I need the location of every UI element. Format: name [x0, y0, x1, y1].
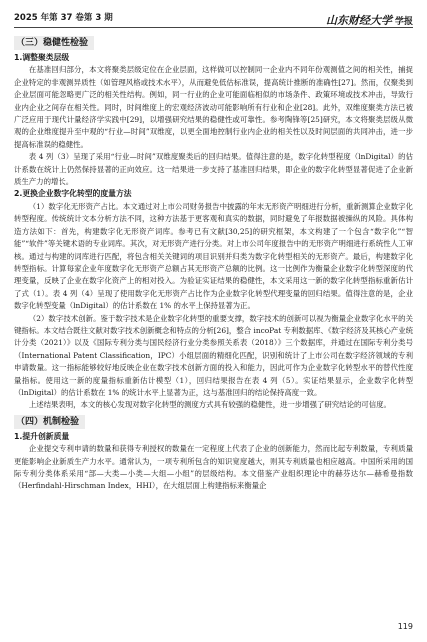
- paragraph: 表 4 列（3）呈现了采用“行业—时间”双维度聚类后的回归结果。值得注意的是，数字化转型程度（lnDigital）的估计系数在统计上仍然保持显著的正向效应。这一结果进一步支持了基准回归结果，即企业的数字化转型显著促进了企业新质生产力的增长。: [14, 152, 413, 187]
- section-heading-robustness: （三）稳健性检验: [14, 36, 413, 50]
- subheading-cluster-level: 1.调整聚类层级: [14, 53, 70, 62]
- section-heading-mechanism: （四）机制检验: [14, 415, 413, 429]
- paragraph: 企业提交专利申请的数量和获得专利授权的数量在一定程度上代表了企业的创新能力，然而比起专利数量，专利质量更能影响企业新质生产力水平。通常认为，一项专利所包含的知识宽度越大，则其专利质量也相应越高。中国所采用的国际专利分类体系采用“部—大类—小类—大组—小组”的层级结构。本文借鉴产业组织理论中的赫芬达尔—赫希曼指数（Herfindahl-Hirschman Index，HHI），在大组层面上构建指标来衡量企: [14, 444, 413, 491]
- journal-logo-text: 山东财经大学: [325, 14, 392, 27]
- paragraph: 在基准回归部分，本文将聚类层级定位在企业层面，这样做可以控制同一企业内不同年份观测值之间的相关性，捕捉企业特定的非观测异质性（如管理风格或技术水平），从而避免低估标准误，提高统计推断的准确性[27]。然而，仅聚类到企业层面可能忽略更广泛的相关性结构。例如，同一行业的企业可能面临相似的市场条件、政策环境或技术冲击，导致行业内企业之间存在相关性。同时，时间维度上的宏观经济波动可能影响所有行业和企业[28]。此外，双维度聚类方法已被广泛应用于现代计量经济学实践中[29]，以增强研究结果的稳健性或可靠性。参考陶锋等[25]研究，本文将聚类层级从微观的企业维度提升至中观的“行业—时间”双维度，以更全面地控制行业内企业的相关性以及时间层面的共同冲击，进一步提高标准误的稳健性。: [14, 65, 413, 149]
- journal-type: 学报: [394, 17, 413, 27]
- header-divider: [14, 27, 413, 28]
- article-body: [14, 36, 413, 493]
- journal-name: [326, 9, 413, 28]
- issue-info: 2025 年第 37 卷第 3 期: [14, 13, 113, 23]
- paragraph: （2）数字技术创新。鉴于数字技术是企业数字化转型的重要支撑，数字技术的创新可以视为衡量企业数字化水平的关键指标。本文结合既往文献对数字技术创新概念和特点的分析[26]，整合 incoPat 专利数据库、《数字经济及其核心产业统计分类（2021）》以及《国际专利分类与国民经济行业分类参照关系表（2018）》三个数据库，并通过在国际专利分类号（International Patent Classification，IPC）小组层面的精细化匹配，识别和统计了上市公司在数字经济领域的专利申请数量。这一指标能够较好地反映企业在数字技术创新方面的投入和能力，因此可作为企业数字化转型水平的替代性度量指标。使用这一新的度量指标重新估计模型（1），回归结果报告在表 4 列（5）。实证结果显示，企业数字化转型（lnDigital）的估计系数在 1% 的统计水平上显著为正，这与基准回归的结论保持高度一致。: [14, 313, 413, 397]
- running-header: [14, 10, 413, 26]
- page-number: 119: [397, 622, 413, 631]
- subheading-innovation-quality: 1.提升创新质量: [14, 431, 70, 441]
- paragraph: 上述结果表明，本文的核心发现对数字化转型的测度方式具有较强的稳健性，进一步增强了研究结论的可信度。: [28, 400, 391, 410]
- paragraph: （1）数字化无形资产占比。本文通过对上市公司财务报告中披露的年末无形资产明细进行分析，重新测算企业数字化转型程度。传统统计文本分析方法不同，这种方法基于更客观和真实的数据，同时避免了年报数据被操纵的风险。具体构造方法如下：首先，构建数字化无形资产词库。参考已有文献[30,25]的研究框架，本文构建了一个包含“数字化”“智能”“软件”等关键术语的专业词库。其次，对无形资产进行分类。对上市公司年度报告中的无形资产明细进行系统性人工审核。通过与构建的词库进行匹配，将包含相关关键词的项目识别并归类为数字化转型相关的无形资产。最后，构建数字化转型指标。计算每家企业年度数字化无形资产总额占其无形资产总额的比例。这一比例作为衡量企业数字化转型深度的代理变量，反映了企业在数字化资产上的相对投入。为验证实证结果的稳健性，本文采用这一新的数字化转型指标重新估计了式（1）。表 4 列（4）呈现了使用数字化无形资产占比作为企业数字化转型代理变量的回归结果。值得注意的是，企业数字化转型变量（lnDigital）的估计系数在 1% 的水平上保持显著为正。: [14, 201, 413, 311]
- subheading-measurement: 2.更换企业数字化转型的度量方法: [14, 189, 132, 199]
